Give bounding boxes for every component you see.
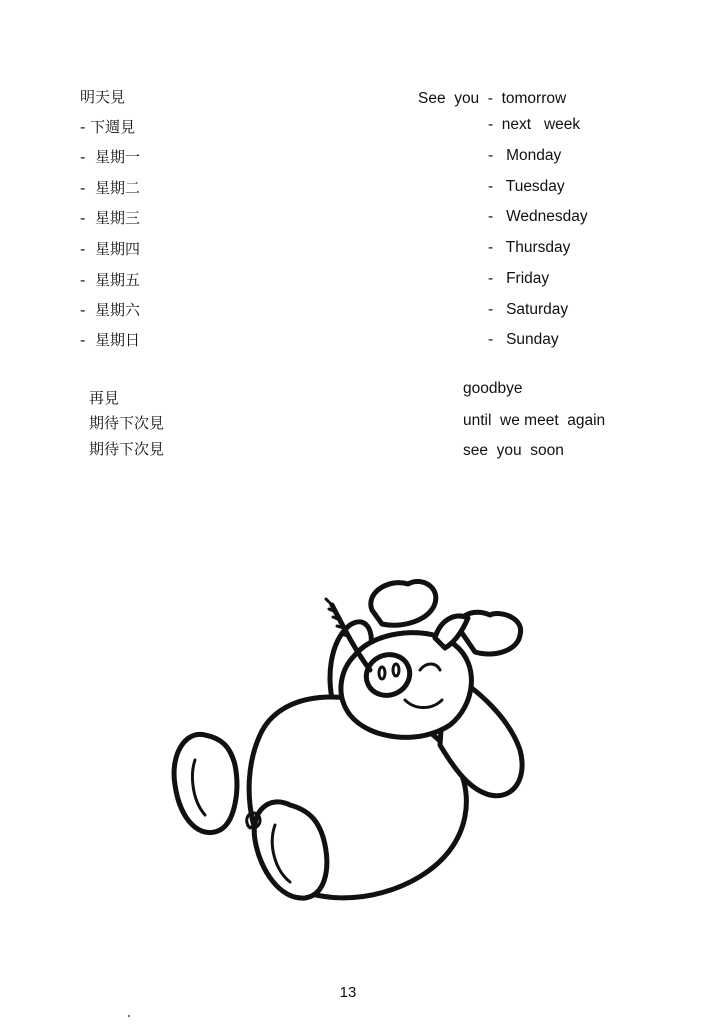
day-zh: - 星期五 xyxy=(80,271,140,289)
phrase-week-zh: - 下週見 xyxy=(80,118,136,136)
day-en: - Sunday xyxy=(488,331,559,348)
day-en: - Saturday xyxy=(488,301,569,318)
stray-mark xyxy=(128,1015,130,1017)
phrase-tomorrow-en: See you - tomorrow xyxy=(418,90,567,107)
day-zh: - 星期四 xyxy=(80,240,140,258)
farewell-zh: 再見 xyxy=(89,389,120,407)
day-zh: - 星期日 xyxy=(80,331,140,349)
day-zh: - 星期二 xyxy=(80,179,140,197)
sleeping-pig-icon xyxy=(150,570,550,930)
day-zh: - 星期三 xyxy=(80,209,140,227)
farewell-en: goodbye xyxy=(463,380,523,397)
farewell-zh: 期待下次見 xyxy=(89,414,165,432)
phrase-tomorrow-zh: 明天見 xyxy=(80,88,126,106)
farewell-zh: 期待下次見 xyxy=(89,440,165,458)
page-number: 13 xyxy=(339,984,357,1001)
farewell-en: see you soon xyxy=(463,442,564,459)
day-zh: - 星期六 xyxy=(80,301,140,319)
day-en: - Monday xyxy=(488,147,562,164)
farewell-en: until we meet again xyxy=(463,412,606,429)
phrase-week-en: - next week xyxy=(488,116,581,133)
day-zh: - 星期一 xyxy=(80,148,140,166)
day-en: - Wednesday xyxy=(488,208,588,225)
day-en: - Friday xyxy=(488,270,550,287)
day-en: - Tuesday xyxy=(488,178,565,195)
day-en: - Thursday xyxy=(488,239,571,256)
